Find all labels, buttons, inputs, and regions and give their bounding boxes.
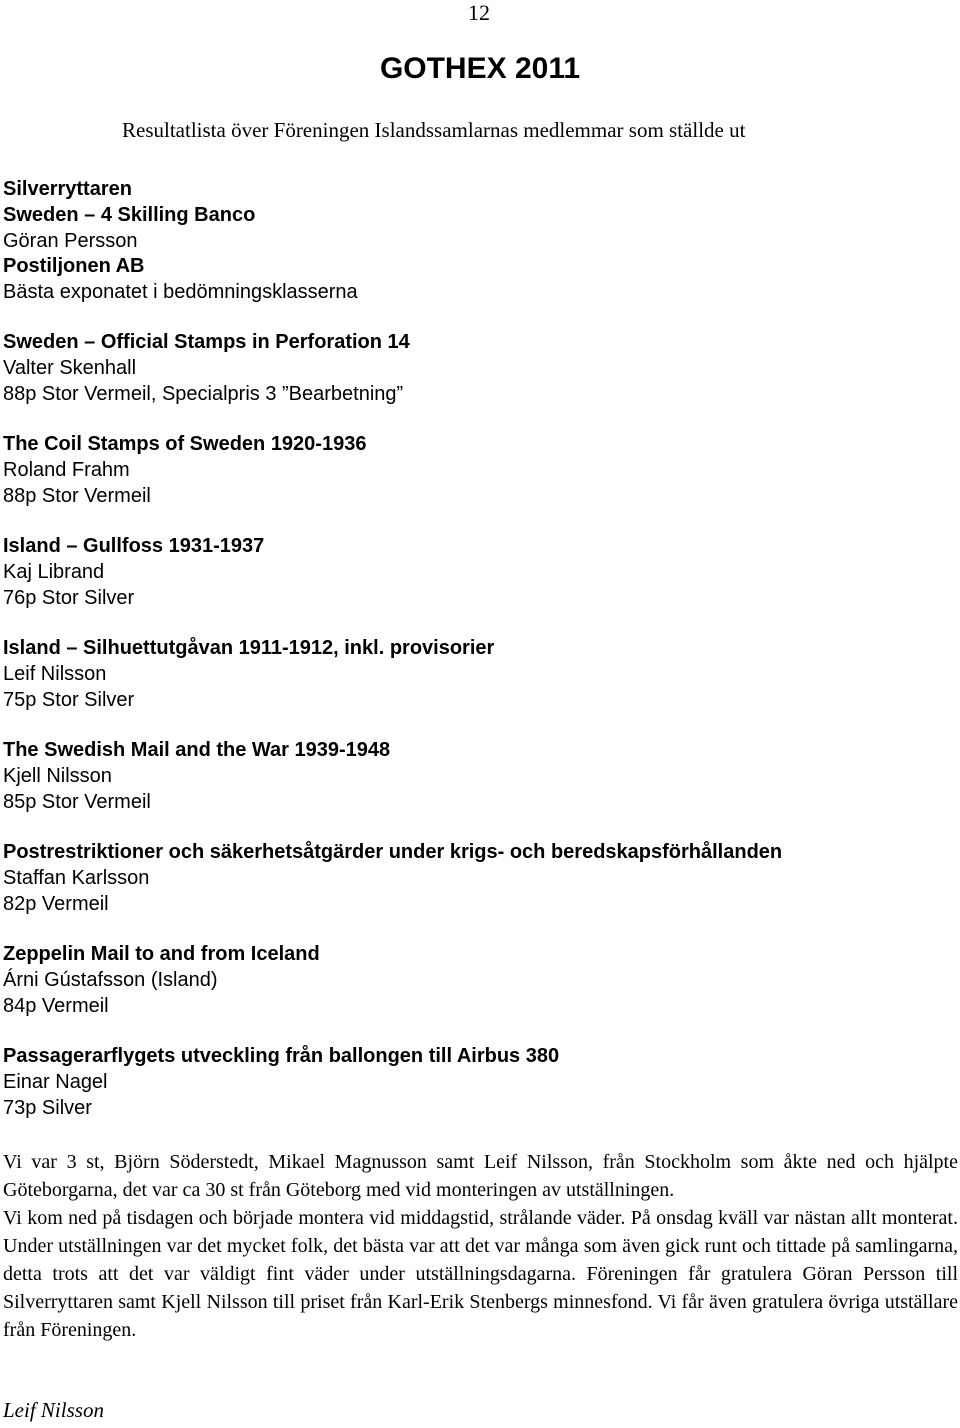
entry-exhibitor: Kaj Librand	[3, 561, 105, 583]
entry-exhibitor: Staffan Karlsson	[3, 867, 150, 889]
award-exhibit: Sweden – 4 Skilling Banco	[3, 204, 256, 226]
signature: Leif Nilsson	[3, 1398, 104, 1422]
entry-result: 73p Silver	[3, 1097, 92, 1119]
entry-title: Island – Gullfoss 1931-1937	[3, 535, 265, 557]
entry-title: Zeppelin Mail to and from Iceland	[3, 943, 320, 965]
page-subtitle: Resultatlista över Föreningen Islandssamlarnas medlemmar som ställde ut	[122, 118, 746, 142]
report-text	[3, 1148, 958, 1344]
page-number: 12	[468, 0, 490, 25]
entry-exhibitor: Leif Nilsson	[3, 663, 107, 685]
entry-title: The Swedish Mail and the War 1939-1948	[3, 739, 391, 761]
award-sponsor: Postiljonen AB	[3, 255, 145, 277]
entry-result: 76p Stor Silver	[3, 587, 135, 609]
entry-title: Passagerarflygets utveckling från ballongen till Airbus 380	[3, 1045, 560, 1067]
entry-exhibitor: Valter Skenhall	[3, 357, 137, 379]
entry-title: Sweden – Official Stamps in Perforation 14	[3, 331, 410, 353]
entry-result: 85p Stor Vermeil	[3, 791, 151, 813]
entry-exhibitor: Árni Gústafsson (Island)	[3, 969, 218, 991]
entry-result: 84p Vermeil	[3, 995, 109, 1017]
entry-result: 75p Stor Silver	[3, 689, 135, 711]
entry-title: Postrestriktioner och säkerhetsåtgärder under krigs- och beredskapsförhållanden	[3, 841, 783, 863]
entry-exhibitor: Einar Nagel	[3, 1071, 108, 1093]
paragraph: Vi kom ned på tisdagen och började montera vid middagstid, strålande väder. På onsdag kväll var nästan allt monterat. Under utställningen var det mycket folk, det bästa var att det var många som även gick runt och tittade på samlingarna, detta trots att det var väldigt fint väder under utställningsdagarna. Föreningen får gratulera Göran Persson till Silverryttaren samt Kjell Nilsson till priset från Karl-Erik Stenbergs minnesfond. Vi får även gratulera övriga utställare från Föreningen.	[3, 1207, 958, 1341]
entry-exhibitor: Kjell Nilsson	[3, 765, 112, 787]
entry-result: 88p Stor Vermeil	[3, 485, 151, 507]
entry-title: Island – Silhuettutgåvan 1911-1912, inkl. provisorier	[3, 637, 495, 659]
page-title: GOTHEX 2011	[379, 52, 581, 85]
award-name: Silverryttaren	[3, 178, 132, 200]
entry-result: 82p Vermeil	[3, 893, 109, 915]
award-exhibitor: Göran Persson	[3, 230, 138, 252]
entry-exhibitor: Roland Frahm	[3, 459, 130, 481]
entry-result: 88p Stor Vermeil, Specialpris 3 ”Bearbetning”	[3, 383, 404, 405]
award-note: Bästa exponatet i bedömningsklasserna	[3, 281, 358, 303]
entry-title: The Coil Stamps of Sweden 1920-1936	[3, 433, 367, 455]
paragraph: Vi var 3 st, Björn Söderstedt, Mikael Magnusson samt Leif Nilsson, från Stockholm som åkte ned och hjälpte Göteborgarna, det var ca 30 st från Göteborg med vid monteringen av utställningen.	[3, 1151, 958, 1201]
